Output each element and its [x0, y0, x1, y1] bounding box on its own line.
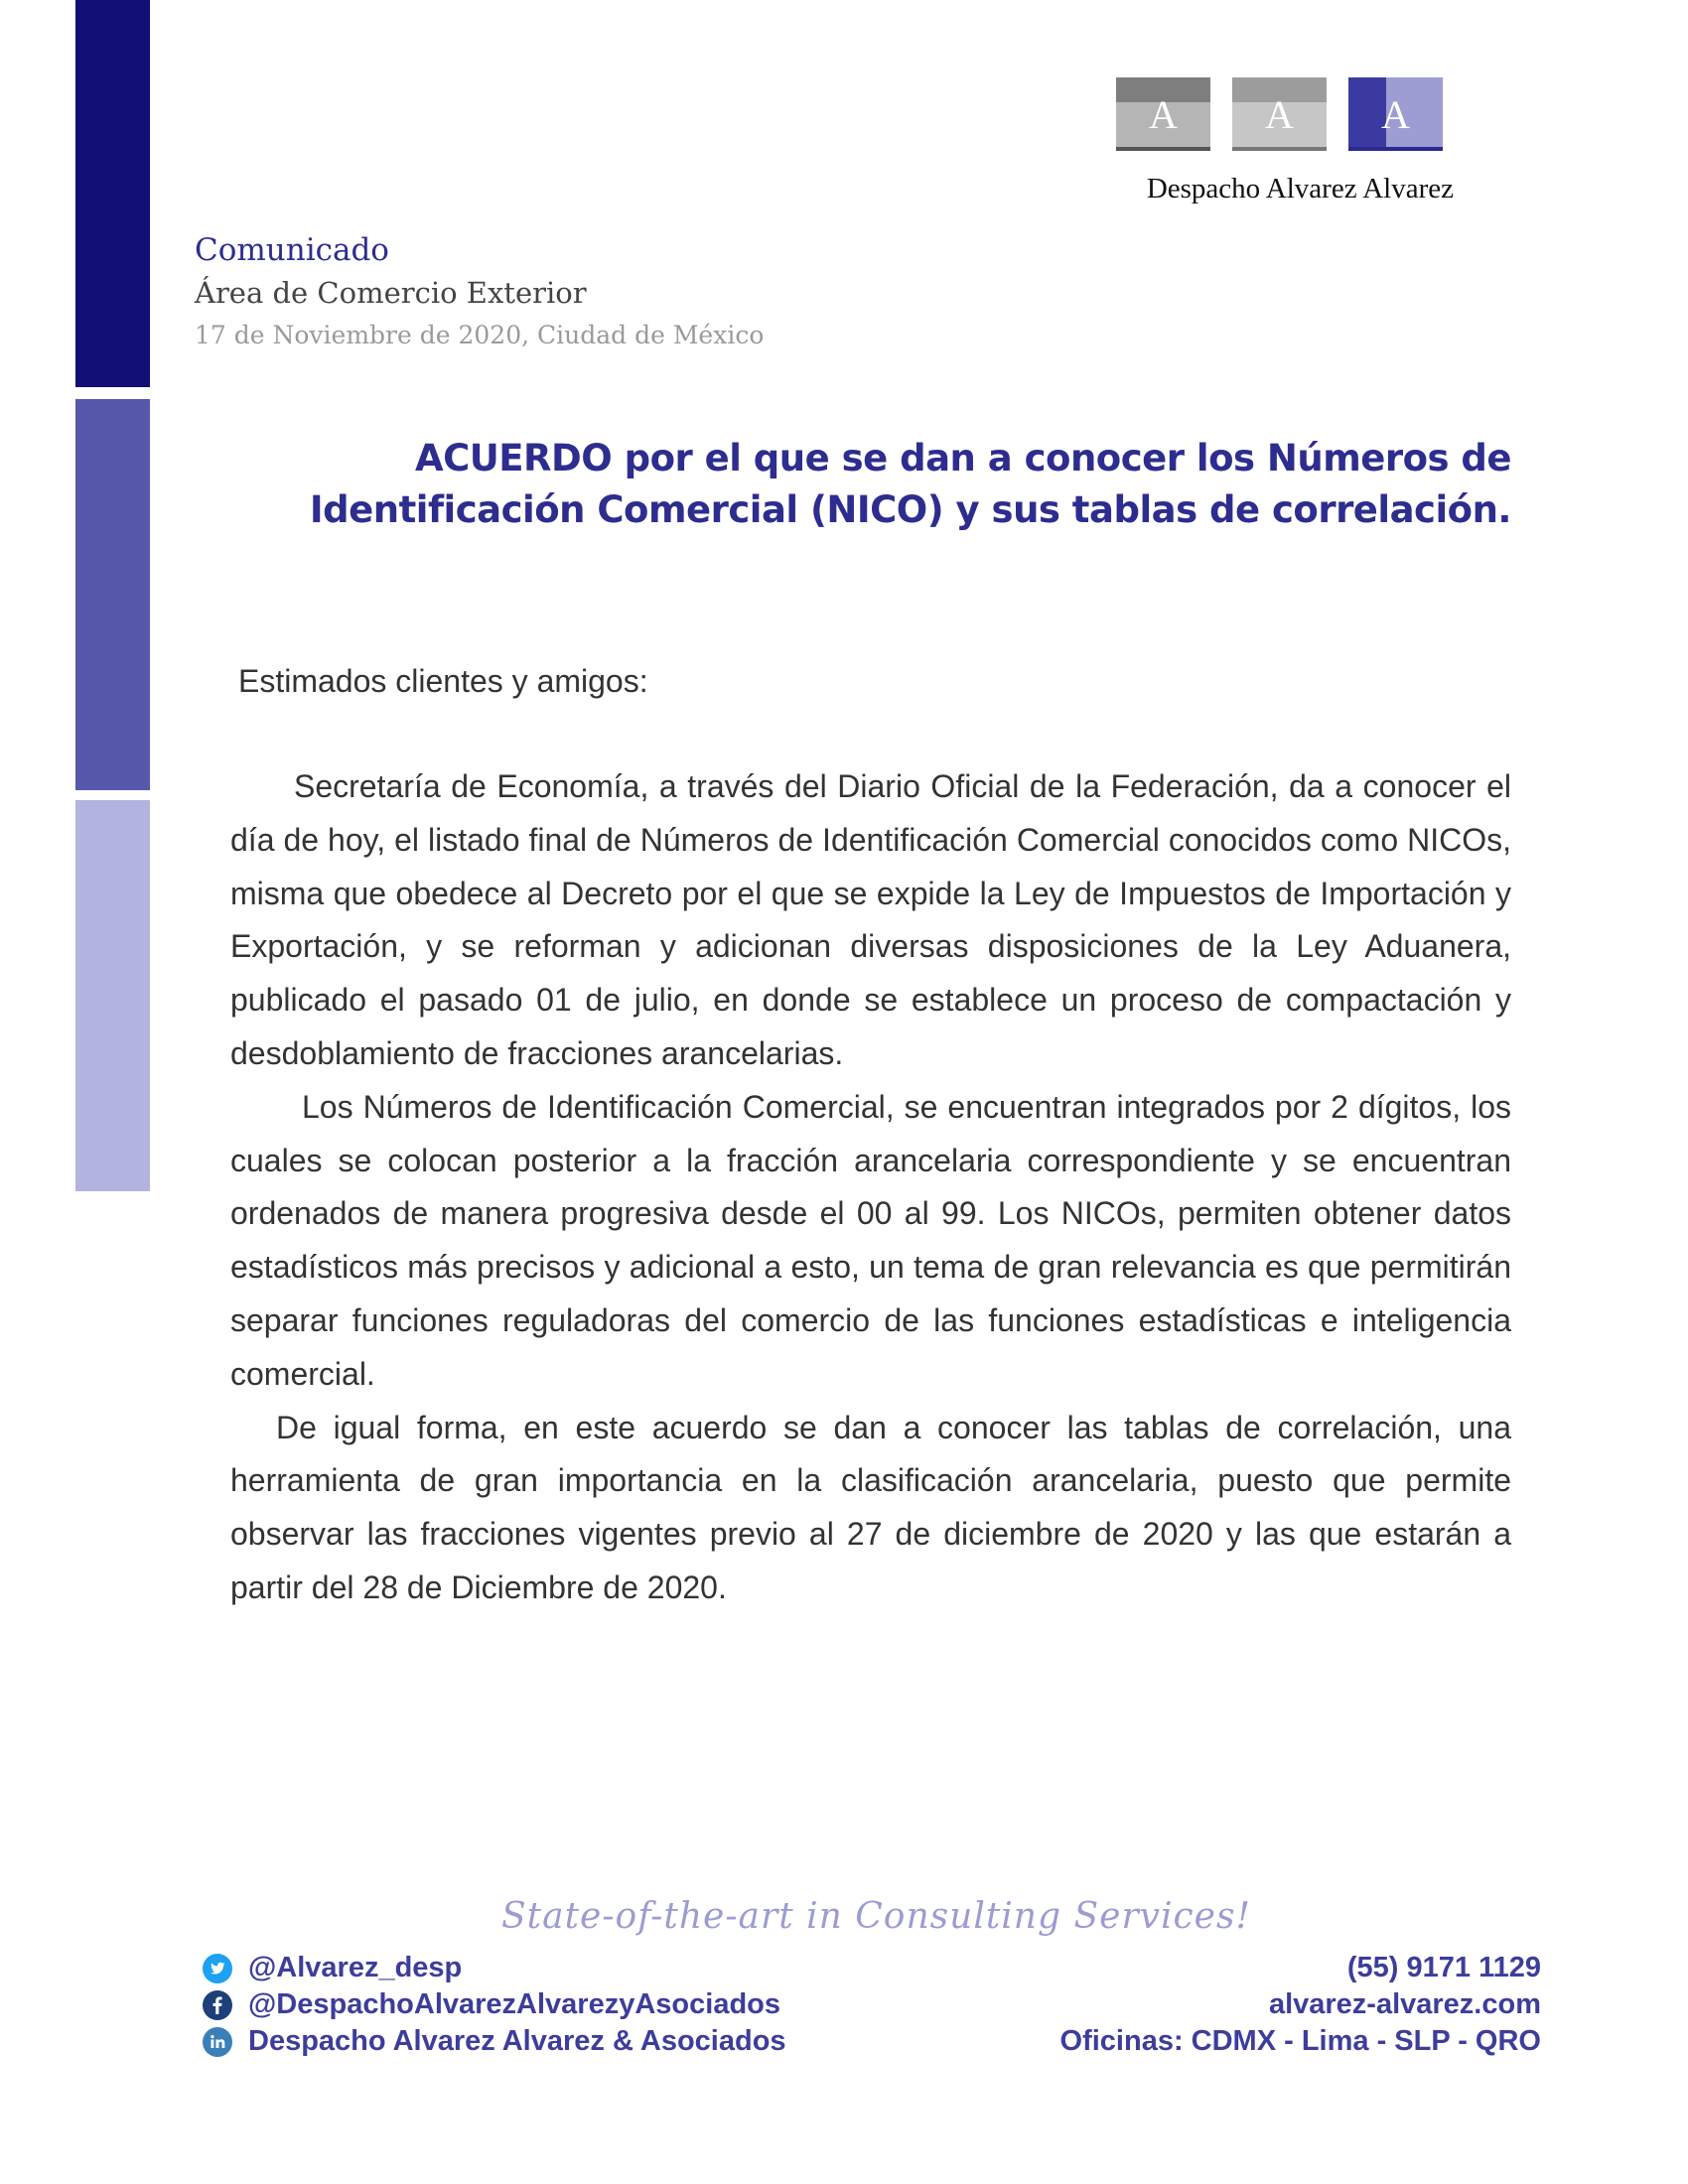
side-bar-dark	[75, 0, 150, 387]
footer-slogan: State-of-the-art in Consulting Services!	[501, 1896, 1251, 1937]
company-logo	[1116, 77, 1454, 210]
greeting: Estimados clientes y amigos:	[238, 663, 648, 699]
facebook-icon	[203, 1990, 232, 2020]
body-paragraph: De igual forma, en este acuerdo se dan a conocer las tablas de correlación, una herramienta de gran importancia en la clasificación arancelaria, puesto que permite observar las fracciones vigentes previo al 27 de diciembre de 2020 y las que estarán a partir del 28 de Diciembre de 2020.	[230, 1409, 1511, 1605]
logo-company-name: Despacho Alvarez Alvarez	[1146, 173, 1454, 205]
side-bar-light	[75, 800, 150, 1191]
document-kind: Comunicado	[195, 232, 389, 268]
contact-offices: Oficinas: CDMX - Lima - SLP - QRO	[1059, 2025, 1541, 2057]
logo-boxes	[1116, 77, 1444, 151]
contact-website[interactable]: alvarez-alvarez.com	[1268, 1988, 1541, 2020]
document-title: ACUERDO por el que se dan a conocer los Números de Identificación Comercial (NICO) y sus tablas de correlación.	[309, 437, 1511, 531]
side-bar-mid	[75, 399, 150, 790]
logo-box-2	[1232, 77, 1327, 151]
facebook-handle: @DespachoAlvarezAlvarezyAsociados	[248, 1988, 781, 2020]
social-facebook[interactable]	[203, 1986, 786, 2023]
social-linkedin[interactable]	[203, 2023, 786, 2060]
body-paragraph: Secretaría de Economía, a través del Diario Oficial de la Federación, da a conocer el día de hoy, el listado final de Números de Identificación Comercial conocidos como NICOs, misma que obedece al Decreto por el que se expide la Ley de Impuestos de Importación y Exportación, y se reforman y adicionan diversas disposiciones de la Ley Aduanera, publicado el pasado 01 de julio, en donde se establece un proceso de compactación y desdoblamiento de fracciones arancelarias.	[230, 768, 1511, 1071]
linkedin-name: Despacho Alvarez Alvarez & Asociados	[248, 2025, 786, 2057]
document-header	[195, 228, 764, 357]
footer-contact	[1060, 1950, 1541, 2060]
footer-social	[203, 1950, 786, 2060]
twitter-icon	[203, 1954, 232, 1983]
logo-letter: A	[1149, 92, 1178, 137]
logo-letter: A	[1381, 92, 1410, 137]
linkedin-icon	[203, 2027, 232, 2057]
twitter-handle: @Alvarez_desp	[248, 1952, 463, 1983]
logo-box-1	[1116, 77, 1210, 151]
document-date-place: 17 de Noviembre de 2020, Ciudad de México	[195, 321, 765, 349]
logo-box-3	[1348, 77, 1443, 151]
document-area: Área de Comercio Exterior	[195, 276, 587, 310]
social-twitter[interactable]	[203, 1950, 786, 1986]
body-paragraph: Los Números de Identificación Comercial, se encuentran integrados por 2 dígitos, los cuales se colocan posterior a la fracción arancelaria correspondiente y se encuentran ordenados de manera progresiva desde el 00 al 99. Los NICOs, permiten obtener datos estadísticos más precisos y adicional a esto, un tema de gran relevancia es que permitirán separar funciones reguladoras del comercio de las funciones estadísticas e inteligencia comercial.	[230, 1088, 1511, 1392]
contact-phone[interactable]: (55) 9171 1129	[1346, 1952, 1541, 1983]
document-body	[230, 760, 1511, 1615]
logo-letter: A	[1265, 92, 1294, 137]
